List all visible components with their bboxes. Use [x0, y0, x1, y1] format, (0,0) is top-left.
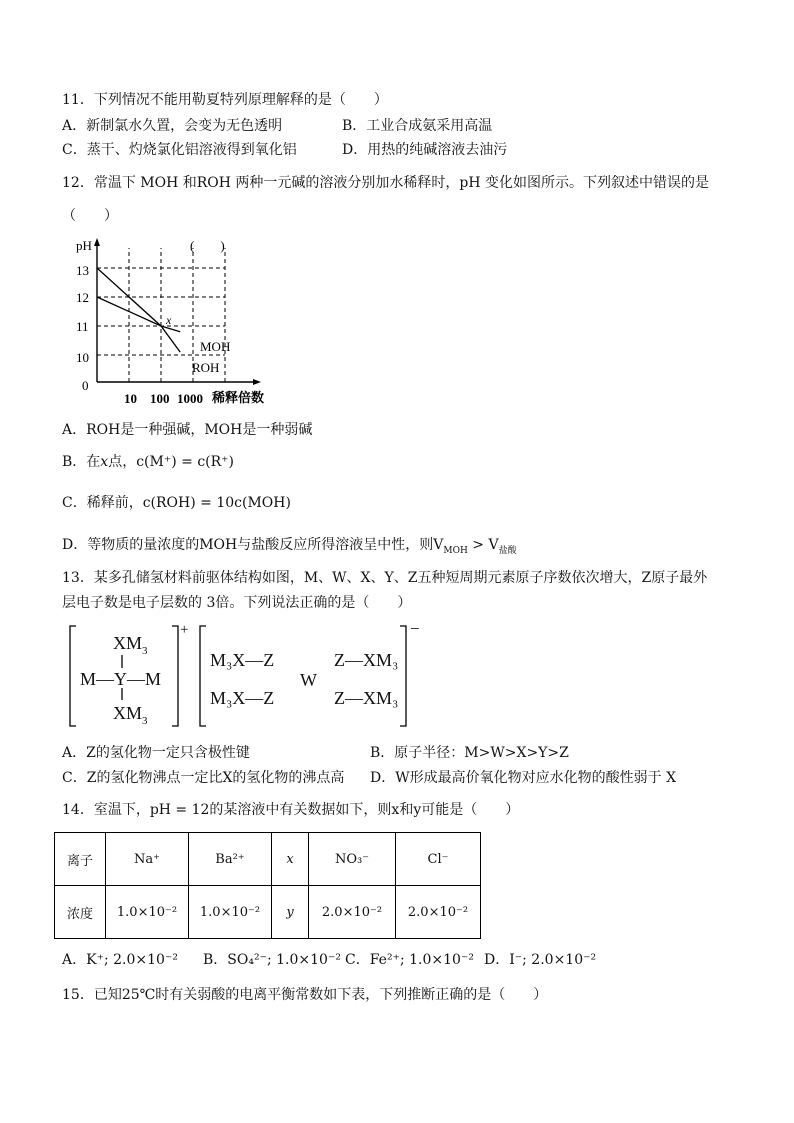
- q12-option-c: C．稀释前，c(ROH) = 10c(MOH): [62, 495, 291, 511]
- ion-concentration-table: [54, 832, 481, 939]
- q14-option-a: A．K⁺; 2.0×10⁻²: [62, 952, 178, 968]
- anion-charge: −: [410, 620, 420, 638]
- table-cell: 2.0×10⁻²: [309, 886, 396, 939]
- q11-option-a: A．新制氯水久置，会变为无色透明: [62, 118, 283, 134]
- table-row: [55, 833, 481, 886]
- q12-option-d-sub1: MOH: [443, 545, 468, 556]
- q12-option-a: A．ROH是一种强碱，MOH是一种弱碱: [62, 422, 313, 438]
- x-tick-100: 100: [150, 391, 170, 406]
- q14-option-b: B．SO₄²⁻; 1.0×10⁻²: [203, 952, 341, 968]
- table-cell: 2.0×10⁻²: [396, 886, 481, 939]
- cation-top-group: $XM_3$: [113, 633, 148, 657]
- y-axis-arrow: [94, 238, 100, 246]
- q14-option-c: C．Fe²⁺; 1.0×10⁻²: [345, 952, 474, 968]
- cation-bottom-group: $XM_3$: [113, 703, 148, 727]
- table-cell: y: [272, 886, 309, 939]
- table-row: [55, 886, 481, 939]
- q12-answer-paren: （ ）: [62, 208, 118, 224]
- anion-right-top: Z—XM₃: [334, 650, 399, 670]
- table-cell: 离子: [55, 833, 106, 886]
- q13-option-c: C．Z的氢化物沸点一定比X的氢化物的沸点高: [62, 770, 345, 786]
- q13-stem-line1: 13．某多孔储氢材料前驱体结构如图，M、W、X、Y、Z五种短周期元素原子序数依次增大，Z原子最外: [62, 570, 708, 586]
- cation-charge: +: [180, 622, 189, 638]
- anion-center-w: W: [300, 670, 317, 690]
- q12-option-b-text: 点，c(M⁺) = c(R⁺): [108, 454, 235, 470]
- q12-option-d-prefix: D．等物质的量浓度的MOH与盐酸反应所得溶液呈中性，则V: [62, 537, 444, 553]
- table-cell: x: [272, 833, 309, 886]
- anion-right-bottom: Z—XM₃: [334, 688, 399, 708]
- series-line-roh: [97, 268, 180, 352]
- y-tick-0: 0: [82, 378, 89, 393]
- cation-middle-chain: M—Y—M: [80, 669, 162, 689]
- intersection-label: x: [166, 313, 172, 327]
- series-label-moh: MOH: [200, 339, 231, 354]
- ionic-structure-figure: [64, 620, 436, 732]
- q11-option-c: C．蒸干、灼烧氯化铝溶液得到氧化铝: [62, 142, 297, 158]
- q13-stem-line2: 层电子数是电子层数的 3倍。下列说法正确的是（ ）: [62, 595, 412, 611]
- x-tick-1000: 1000: [177, 391, 203, 406]
- q15-stem: 15．已知25℃时有关弱酸的电离平衡常数如下表，下列推断正确的是（ ）: [62, 987, 548, 1003]
- q12-option-b-var: x: [100, 454, 109, 470]
- q12-option-b-prefix: B．在: [62, 454, 101, 470]
- q14-option-d: D．I⁻; 2.0×10⁻²: [484, 952, 597, 968]
- q14-stem: 14．室温下，pH = 12的某溶液中有关数据如下，则x和y可能是（ ）: [62, 802, 520, 818]
- y-tick-12: 12: [76, 290, 89, 305]
- q13-option-a: A．Z的氢化物一定只含极性键: [62, 745, 250, 761]
- q13-option-d: D．W形成最高价氧化物对应水化物的酸性弱于 X: [370, 770, 677, 786]
- y-axis-label: pH: [76, 238, 92, 253]
- table-cell: Cl⁻: [396, 833, 481, 886]
- q12-stem: 12．常温下 MOH 和ROH 两种一元碱的溶液分别加水稀释时，pH 变化如图所示。下列叙述中错误的是: [62, 175, 710, 191]
- q12-option-d: [62, 535, 517, 555]
- table-cell: Ba²⁺: [189, 833, 272, 886]
- table-cell: 浓度: [55, 886, 106, 939]
- y-tick-13: 13: [76, 263, 89, 278]
- table-cell: NO₃⁻: [309, 833, 396, 886]
- q13-option-b: B．原子半径：M>W>X>Y>Z: [370, 745, 569, 761]
- q11-stem: 11．下列情况不能用勒夏特列原理解释的是（ ）: [62, 92, 388, 108]
- q11-option-b: B．工业合成氨采用高温: [342, 118, 493, 134]
- table-cell: 1.0×10⁻²: [106, 886, 189, 939]
- table-cell: 1.0×10⁻²: [189, 886, 272, 939]
- y-tick-11: 11: [76, 319, 89, 334]
- ph-dilution-chart: [62, 232, 292, 412]
- q11-option-d: D．用热的纯碱溶液去油污: [342, 142, 508, 158]
- chart-paren-label: ( ): [190, 238, 225, 253]
- table-cell: Na⁺: [106, 833, 189, 886]
- y-tick-10: 10: [76, 350, 89, 365]
- anion-left-top: M₃X—Z: [210, 650, 275, 670]
- x-axis-label: 稀释倍数: [212, 390, 265, 405]
- chart-axes: [94, 238, 261, 385]
- x-tick-10: 10: [124, 391, 137, 406]
- series-label-roh: ROH: [192, 360, 220, 375]
- q12-option-b: [62, 452, 234, 472]
- q12-option-d-sub2: 盐酸: [498, 545, 517, 556]
- x-axis-arrow: [253, 379, 261, 385]
- q12-option-d-mid: > V: [467, 537, 499, 553]
- chart-lines: [97, 268, 180, 352]
- anion-left-bottom: M₃X—Z: [210, 688, 275, 708]
